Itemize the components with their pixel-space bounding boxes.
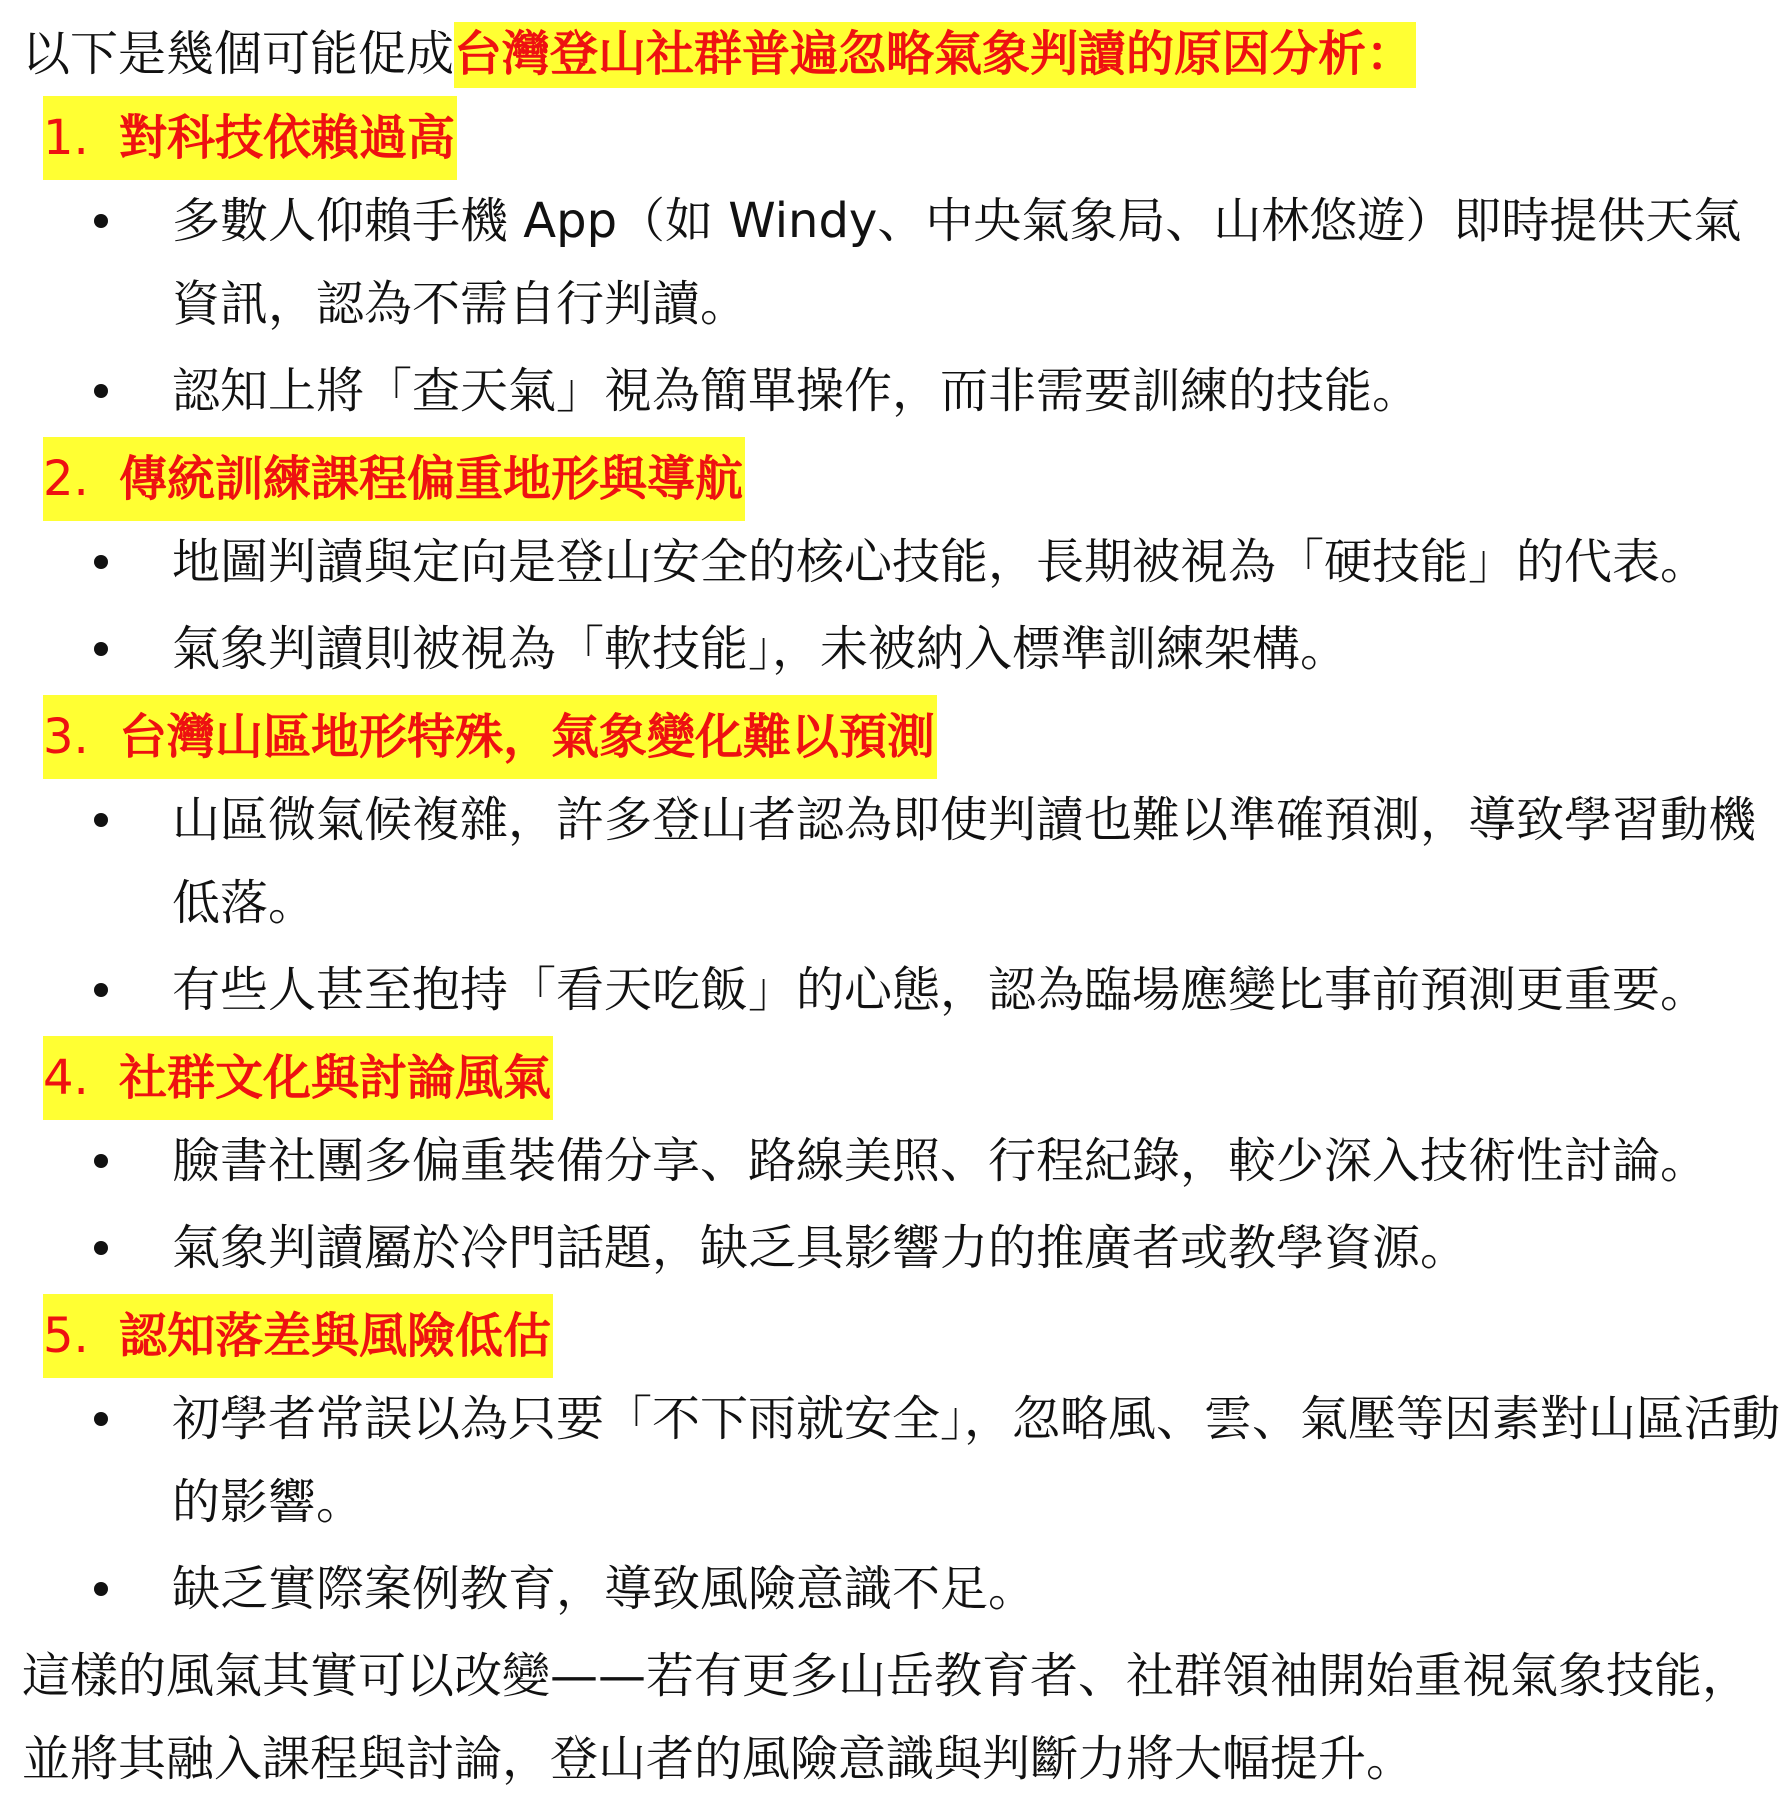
bullet-item: [22, 1120, 1759, 1203]
bullet-item: [22, 608, 1759, 691]
bullet-text: 多數人仰賴手機 App（如 Windy、中央氣象局、山林悠遊）即時提供天氣資訊，認為不需自行判讀。: [172, 193, 1742, 332]
bullet-item: [22, 350, 1759, 433]
bullet-text: 地圖判讀與定向是登山安全的核心技能，長期被視為「硬技能」的代表。: [172, 534, 1709, 590]
bullet-dot-icon: [94, 1582, 108, 1596]
section-number: 2.: [43, 451, 89, 507]
section-number: 5.: [43, 1308, 89, 1364]
bullet-text: 臉書社團多偏重裝備分享、路線美照、行程紀錄，較少深入技術性討論。: [172, 1133, 1709, 1189]
section-number: 1.: [43, 110, 89, 166]
section-title: 社群文化與討論風氣: [119, 1050, 552, 1106]
bullet-dot-icon: [94, 384, 108, 398]
section-title: 台灣山區地形特殊，氣象變化難以預測: [119, 709, 936, 765]
bullet-text: 氣象判讀屬於冷門話題，缺乏具影響力的推廣者或教學資源。: [172, 1220, 1469, 1276]
bullet-item: [22, 1207, 1759, 1290]
intro-line: [22, 14, 1759, 96]
section-title: 對科技依賴過高: [119, 110, 456, 166]
bullet-text: 山區微氣候複雜，許多登山者認為即使判讀也難以準確預測，導致學習動機低落。: [172, 792, 1757, 931]
bullet-text: 認知上將「查天氣」視為簡單操作，而非需要訓練的技能。: [172, 363, 1421, 419]
bullet-text: 缺乏實際案例教育，導致風險意識不足。: [172, 1561, 1037, 1617]
bullet-dot-icon: [94, 1241, 108, 1255]
bullet-dot-icon: [94, 1154, 108, 1168]
bullet-text: 初學者常誤以為只要「不下雨就安全」，忽略風、雲、氣壓等因素對山區活動的影響。: [172, 1391, 1781, 1530]
section-heading-3: [43, 695, 1759, 779]
bullet-dot-icon: [94, 813, 108, 827]
section-number: 3.: [43, 709, 89, 765]
bullet-dot-icon: [94, 642, 108, 656]
section-title: 認知落差與風險低估: [119, 1308, 552, 1364]
intro-text: 以下是幾個可能促成: [22, 26, 455, 82]
section-title: 傳統訓練課程偏重地形與導航: [119, 451, 744, 507]
bullet-item: [22, 1378, 1781, 1544]
bullet-dot-icon: [94, 1412, 108, 1426]
bullet-text: 有些人甚至抱持「看天吃飯」的心態，認為臨場應變比事前預測更重要。: [172, 962, 1709, 1018]
bullet-item: [22, 1548, 1759, 1631]
bullet-dot-icon: [94, 983, 108, 997]
bullet-item: [22, 521, 1759, 604]
bullet-item: [22, 180, 1759, 346]
bullet-item: [22, 949, 1759, 1032]
bullet-dot-icon: [94, 555, 108, 569]
bullet-text: 氣象判讀則被視為「軟技能」，未被納入標準訓練架構。: [172, 621, 1349, 677]
section-heading-2: [43, 437, 1759, 521]
section-number: 4.: [43, 1050, 89, 1106]
bullet-dot-icon: [94, 214, 108, 228]
section-heading-5: [43, 1294, 1759, 1378]
conclusion-paragraph: 這樣的風氣其實可以改變——若有更多山岳教育者、社群領袖開始重視氣象技能，並將其融入課程與討論，登山者的風險意識與判斷力將大幅提升。: [22, 1648, 1751, 1787]
section-heading-4: [43, 1036, 1759, 1120]
bullet-item: [22, 779, 1759, 945]
intro-highlight: 台灣登山社群普遍忽略氣象判讀的原因分析：: [454, 22, 1416, 88]
section-heading-1: [43, 96, 1759, 180]
